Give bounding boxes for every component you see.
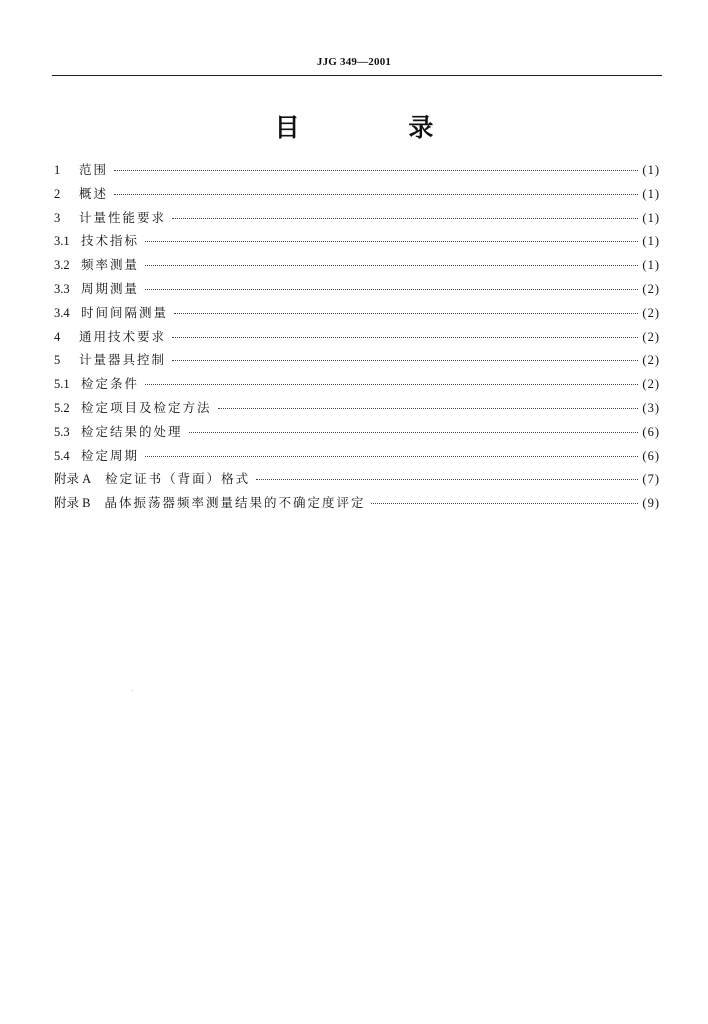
toc-dot-leader bbox=[172, 337, 638, 338]
toc-entry-title: 范围 bbox=[79, 162, 109, 177]
toc-entry-title: 计量器具控制 bbox=[79, 352, 167, 368]
page-header-doc-code: JJG 349—2001 bbox=[316, 56, 392, 68]
toc-entry-page: (7) bbox=[642, 472, 660, 487]
toc-entry-page: (2) bbox=[642, 281, 660, 296]
toc-entry-number: 3.4 bbox=[54, 305, 70, 320]
toc-entry-title: 检定项目及检定方法 bbox=[81, 399, 212, 415]
toc-entry[interactable] bbox=[54, 422, 660, 446]
toc-dot-leader bbox=[172, 360, 638, 361]
toc-entry-page: (1) bbox=[642, 258, 660, 273]
toc-dot-leader bbox=[172, 218, 638, 219]
toc-entry[interactable] bbox=[54, 350, 660, 374]
toc-entry-page: (1) bbox=[642, 234, 660, 249]
toc-entry[interactable] bbox=[54, 446, 660, 470]
toc-dot-leader bbox=[189, 432, 639, 433]
toc-entry-page: (1) bbox=[642, 163, 660, 177]
toc-entry-title: 概述 bbox=[79, 185, 109, 201]
toc-dot-leader bbox=[371, 503, 638, 504]
toc-entry[interactable] bbox=[54, 184, 660, 208]
toc-entry-title: 技术指标 bbox=[81, 233, 140, 249]
toc-entry-page: (1) bbox=[642, 186, 660, 201]
toc-entry-page: (2) bbox=[642, 305, 660, 320]
table-of-contents bbox=[54, 160, 660, 517]
toc-entry[interactable] bbox=[54, 208, 660, 232]
toc-entry-page: (1) bbox=[642, 210, 660, 225]
toc-entry-number: 5 bbox=[54, 353, 61, 368]
toc-dot-leader bbox=[145, 265, 638, 266]
toc-entry-title: 检定条件 bbox=[81, 376, 140, 392]
toc-entry-number: 附录 A bbox=[54, 472, 92, 487]
toc-entry[interactable] bbox=[54, 374, 660, 398]
toc-entry-page: (9) bbox=[642, 496, 660, 511]
toc-entry-number: 2 bbox=[54, 186, 61, 201]
toc-entry-number: 5.2 bbox=[54, 400, 70, 415]
toc-dot-leader bbox=[145, 456, 638, 457]
toc-entry[interactable] bbox=[54, 303, 660, 327]
toc-entry-title: 检定结果的处理 bbox=[81, 423, 183, 439]
toc-title: 目 录 bbox=[274, 113, 484, 142]
toc-dot-leader bbox=[114, 170, 638, 171]
toc-entry-number: 5.4 bbox=[54, 448, 70, 463]
toc-entry-number: 附录 B bbox=[54, 496, 91, 511]
toc-entry[interactable] bbox=[54, 398, 660, 422]
toc-entry[interactable] bbox=[54, 255, 660, 279]
toc-entry-title: 计量性能要求 bbox=[79, 209, 167, 225]
toc-entry-page: (2) bbox=[642, 353, 660, 368]
toc-entry-title: 晶体振荡器频率测量结果的不确定度评定 bbox=[104, 495, 366, 511]
toc-entry-number: 3 bbox=[54, 210, 61, 225]
toc-entry-number: 3.2 bbox=[54, 258, 70, 273]
toc-entry-page: (2) bbox=[642, 377, 660, 392]
toc-dot-leader bbox=[218, 408, 639, 409]
toc-entry-number: 3.1 bbox=[54, 234, 70, 249]
toc-entry-page: (3) bbox=[642, 400, 660, 415]
toc-entry[interactable] bbox=[54, 160, 660, 184]
toc-entry-number: 5.1 bbox=[54, 377, 70, 392]
toc-entry-number: 5.3 bbox=[54, 424, 70, 439]
toc-entry-number: 4 bbox=[54, 329, 61, 344]
toc-entry[interactable] bbox=[54, 231, 660, 255]
toc-dot-leader bbox=[256, 479, 638, 480]
toc-entry[interactable] bbox=[54, 327, 660, 351]
toc-dot-leader bbox=[114, 194, 638, 195]
toc-dot-leader bbox=[174, 313, 638, 314]
toc-dot-leader bbox=[145, 241, 638, 242]
toc-entry[interactable] bbox=[54, 279, 660, 303]
toc-entry-title: 检定证书（背面）格式 bbox=[105, 471, 251, 487]
toc-dot-leader bbox=[145, 384, 638, 385]
toc-entry-page: (2) bbox=[642, 329, 660, 344]
toc-entry-title: 频率测量 bbox=[81, 257, 140, 273]
toc-dot-leader bbox=[145, 289, 638, 290]
header-rule bbox=[52, 75, 662, 76]
toc-entry-page: (6) bbox=[642, 424, 660, 439]
toc-entry-appendix[interactable] bbox=[54, 493, 660, 517]
toc-entry-title: 检定周期 bbox=[81, 447, 140, 463]
toc-entry-title: 时间间隔测量 bbox=[81, 304, 169, 320]
toc-entry-title: 通用技术要求 bbox=[79, 328, 167, 344]
toc-entry-page: (6) bbox=[642, 448, 660, 463]
toc-entry-number: 1 bbox=[54, 163, 61, 177]
toc-entry-appendix[interactable] bbox=[54, 469, 660, 493]
toc-entry-number: 3.3 bbox=[54, 281, 70, 296]
toc-entry-title: 周期测量 bbox=[81, 280, 140, 296]
scan-speck bbox=[132, 690, 133, 691]
